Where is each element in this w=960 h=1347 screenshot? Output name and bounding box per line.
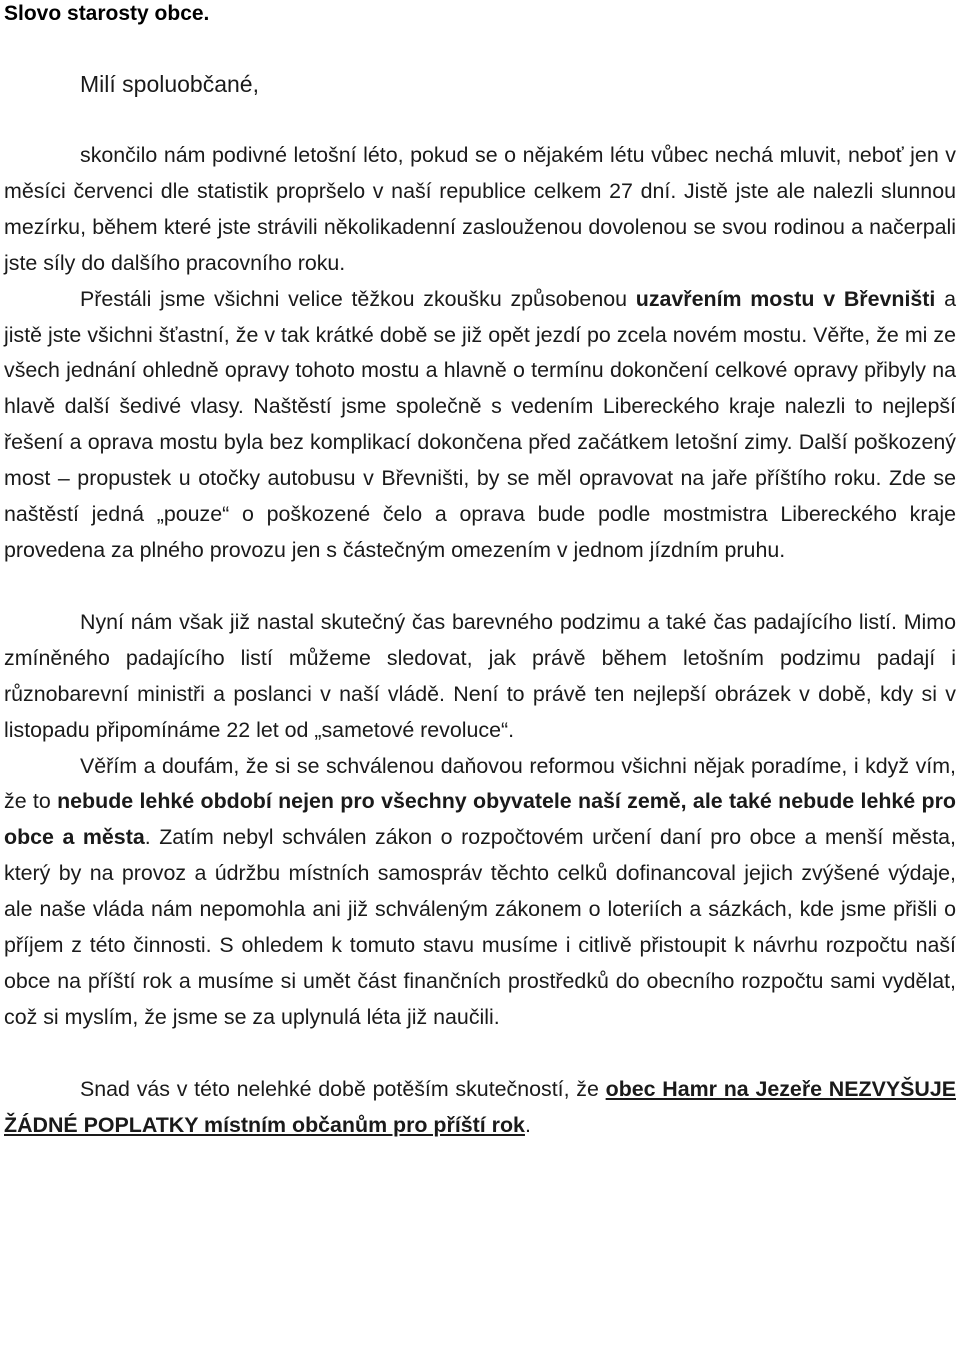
paragraph-summer: skončilo nám podivné letošní léto, pokud se o nějakém létu vůbec nechá mluvit, neboť jen v měsíci červenci dle statistik propršelo v naší republice celkem 27 dní. Jistě jste ale nalezli slunnou mezírku, během které jste strávili několikadenní zaslouženou dovolenou se svou rodinou a načerpali jste síly do dalšího pracovního roku. — [4, 143, 956, 275]
no-fee-increase-highlight: obec Hamr na Jezeře NEZVYŠUJE ŽÁDNÉ POPLATKY místním občanům pro příští rok — [4, 1076, 956, 1137]
paragraph-tax-body: . Zatím nebyl schválen zákon o rozpočtovém určení daní pro obce a menší města, který by na provoz a údržbu místních samospráv těchto celků dofinancoval jejich zvýšené výdaje, ale naše vláda nám nepomohla ani již schváleným zákonem o loteriích a sázkách, kde jsme přišli o příjem z této činnosti. S ohledem k tomuto stavu musíme i citlivě přistoupit k návrhu rozpočtu naší obce na příští rok a musíme si umět část finančních prostředků do obecního rozpočtu sami vydělat, což si myslím, že jsme se za uplynulá léta již naučili. — [4, 825, 956, 1029]
paragraph-autumn: Nyní nám však již nastal skutečný čas barevného podzimu a také čas padajícího listí. Mimo zmíněného padajícího listí můžeme sledovat, jak právě během letošním podzimu padají i různobarevní ministři a poslanci v naší vládě. Není to právě ten nejlepší obrázek v době, kdy si v listopadu připomínáme 22 let od „sametové revoluce“. — [4, 609, 956, 742]
paragraph-fees — [4, 1072, 956, 1144]
bridge-closure-highlight: uzavřením mostu v Břevništi — [635, 286, 936, 311]
letter-title: Slovo starosty obce. — [4, 2, 210, 25]
paragraph-bridge-intro: Přestáli jsme všichni velice těžkou zkoušku způsobenou — [80, 286, 636, 311]
paragraph-fees-end: . — [524, 1112, 531, 1137]
paragraph-fees-intro: Snad vás v této nelehké době potěším skutečností, že — [80, 1076, 606, 1101]
paragraph-tax-intro: Věřím a doufám, že si se schválenou daňovou reformou všichni nějak poradíme, i když vím, že to — [4, 753, 956, 814]
hard-period-highlight: nebude lehké období nejen pro všechny obyvatele naší země, ale také nebude lehké pro obce a města — [4, 789, 956, 850]
paragraph-bridge — [4, 282, 956, 569]
paragraph-bridge-body: a jistě jste všichni šťastní, že v tak krátké době se již opět jezdí po zcela novém mostu. Věřte, že mi ze všech jednání ohledně opravy tohoto mostu a hlavně o termínu dokončení celkové opravy přibyly na hlavě další šedivé vlasy. Naštěstí jsme společně s vedením Libereckého kraje nalezli to nejlepší řešení a oprava mostu byla bez komplikací dokončena před začátkem letošní zimy. Další poškozený most – propustek u otočky autobusu v Břevništi, by se měl opravovat na jaře příštího roku. Zde se naštěstí jedná „pouze“ o poškozené čelo a oprava bude podle mostmistra Libereckého kraje provedena za plného provozu jen s částečným omezením v jednom jízdním pruhu. — [4, 286, 956, 562]
letter-greeting: Milí spoluobčané, — [80, 71, 259, 97]
paragraph-tax-reform — [4, 749, 956, 1036]
